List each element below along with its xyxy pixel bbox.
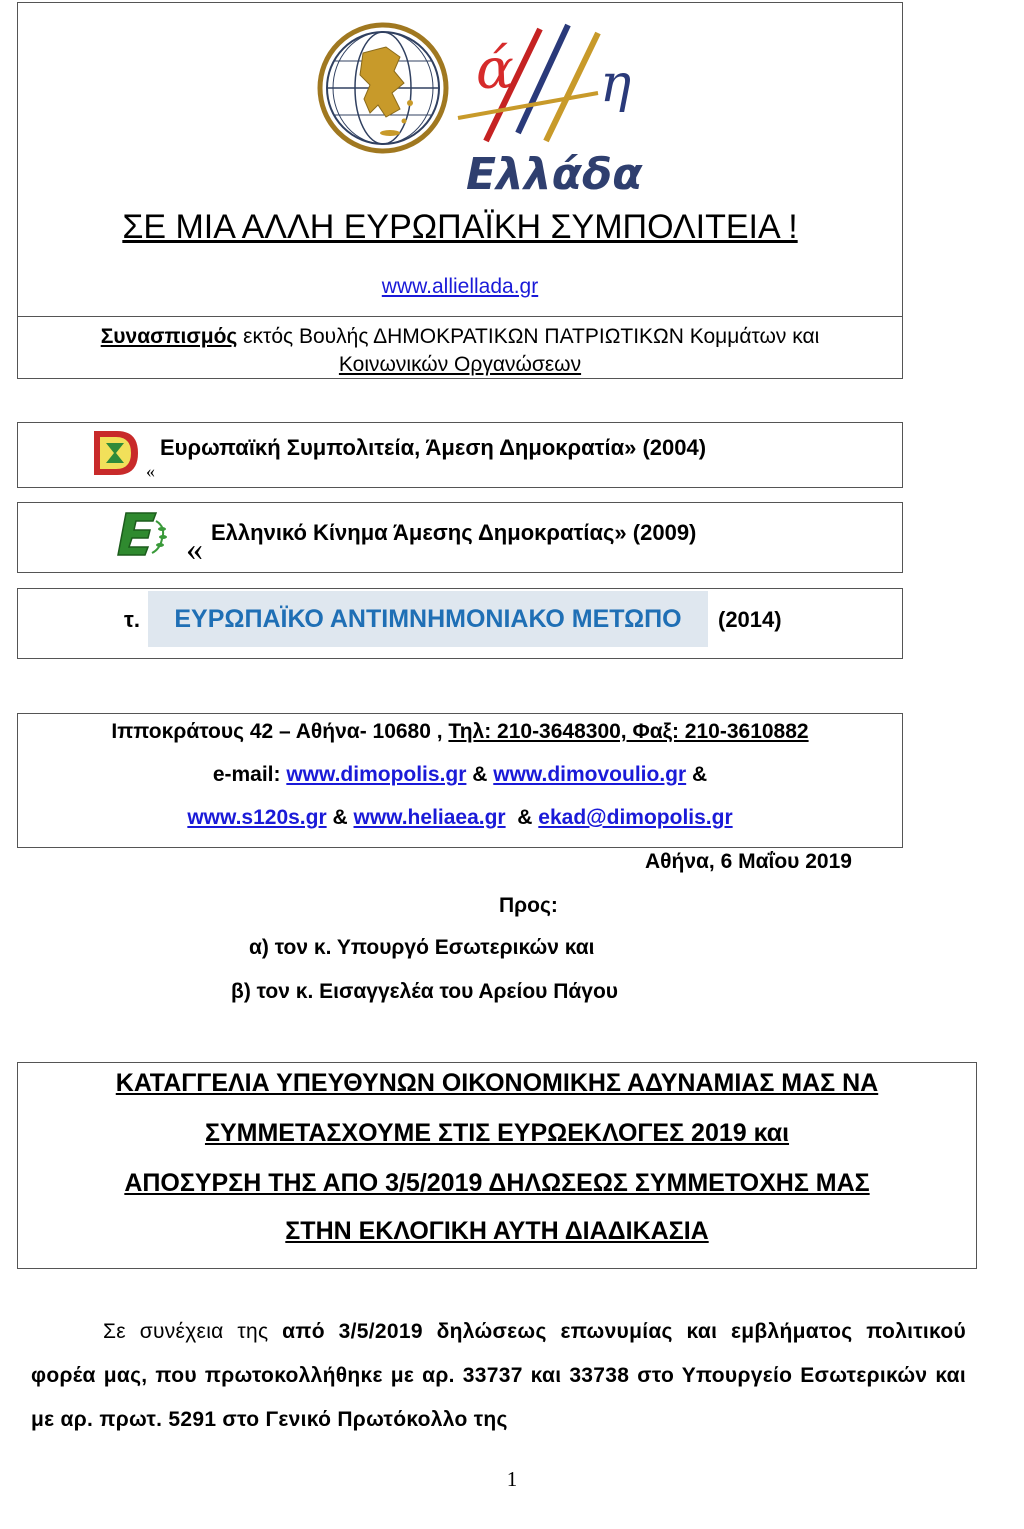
subject-line-2: ΣΥΜΜΕΤΑΣΧΟΥΜΕ ΣΤΙΣ ΕΥΡΩΕΚΛΟΓΕΣ 2019 και [204, 1119, 790, 1147]
divider [18, 316, 902, 317]
quote-mark: « [186, 531, 203, 568]
subject-line-4: ΣΤΗΝ ΕΚΛΟΓΙΚΗ ΑΥΤΗ ΔΙΑΔΙΚΑΣΙΑ [285, 1217, 709, 1245]
contact-box [17, 713, 903, 848]
address-line: Ιπποκράτους 42 – Αθήνα- 10680 , Τηλ: 210-3648300, Φαξ: 210-3610882 [111, 720, 809, 743]
party-prefix: τ. [124, 607, 140, 632]
page-title: ΣΕ ΜΙΑ ΑΛΛΗ ΕΥΡΩΠΑΪΚΗ ΣΥΜΠΟΛΙΤΕΙΑ ! [122, 208, 798, 246]
header-box [17, 2, 903, 379]
dimopolis-logo-icon [91, 428, 141, 478]
banner-text: ΕΥΡΩΠΑΪΚΟ ΑΝΤΙΜΝΗΜΟΝΙΑΚΟ ΜΕΤΩΠΟ [174, 605, 682, 633]
svg-text:Ελλάδα: Ελλάδα [466, 149, 643, 198]
subject-line-1: ΚΑΤΑΓΓΕΛΙΑ ΥΠΕΥΘΥΝΩΝ ΟΙΚΟΝΟΜΙΚΗΣ ΑΔΥΝΑΜΙΑΣ ΜΑΣ ΝΑ [115, 1069, 879, 1097]
email-line: e-mail: www.dimopolis.gr & www.dimovoulio.gr & [212, 763, 708, 786]
ekad-logo-icon [116, 509, 174, 559]
party-box-1 [17, 422, 903, 488]
subject-line-3: ΑΠΟΣΥΡΣΗ ΤΗΣ ΑΠΟ 3/5/2019 ΔΗΛΩΣΕΩΣ ΣΥΜΜΕΤΟΧΗΣ ΜΑΣ [124, 1169, 870, 1197]
party-year: (2014) [718, 607, 782, 632]
recipient-a: α) τον κ. Υπουργό Εσωτερικών και [249, 936, 595, 959]
ekad-email-link[interactable]: ekad@dimopolis.gr [538, 806, 733, 829]
coalition-text: Συνασπισμός εκτός Βουλής ΔΗΜΟΚΡΑΤΙΚΩΝ ΠΑΤΡΙΩΤΙΚΩΝ Κομμάτων και Κοινωνικών Οργανώσεων [100, 325, 820, 376]
svg-text:η: η [600, 54, 632, 114]
party-box-2 [17, 502, 903, 573]
page-number: 1 [506, 1467, 518, 1491]
links-line: www.s120s.gr & www.heliaea.gr & ekad@dimopolis.gr [187, 806, 733, 829]
heliaea-link[interactable]: www.heliaea.gr [353, 806, 506, 829]
to-label: Προς: [499, 894, 558, 917]
party-name-2: Ελληνικό Κίνημα Άμεσης Δημοκρατίας» (2009) [211, 520, 697, 545]
party-name-1: Ευρωπαϊκή Συμπολιτεία, Άμεση Δημοκρατία» (2004) [160, 435, 707, 460]
website-link[interactable]: www.alliellada.gr [381, 275, 539, 298]
body-paragraph: Σε συνέχεια της από 3/5/2019 δηλώσεως επωνυμίας και εμβλήματος πολιτικού φορέα μας, που πρωτοκολλήθηκε με αρ. 33737 και 33738 στο Υπουργείο Εσωτερικών και με αρ. πρωτ. 5291 στο Γενικό Πρωτόκολλο της [31, 1320, 966, 1431]
alli-ellada-logo [308, 13, 648, 198]
quote-mark: « [146, 461, 155, 481]
recipient-b: β) τον κ. Εισαγγελέα του Αρείου Πάγου [231, 980, 619, 1003]
s120s-link[interactable]: www.s120s.gr [187, 806, 327, 829]
dimopolis-link[interactable]: www.dimopolis.gr [286, 763, 467, 786]
dimovoulio-link[interactable]: www.dimovoulio.gr [493, 763, 687, 786]
party-box-3 [17, 588, 903, 659]
logo-script: ά [476, 37, 514, 102]
eam-banner [148, 591, 708, 647]
subject-box [17, 1062, 977, 1269]
letter-date: Αθήνα, 6 Μαΐου 2019 [645, 850, 852, 873]
